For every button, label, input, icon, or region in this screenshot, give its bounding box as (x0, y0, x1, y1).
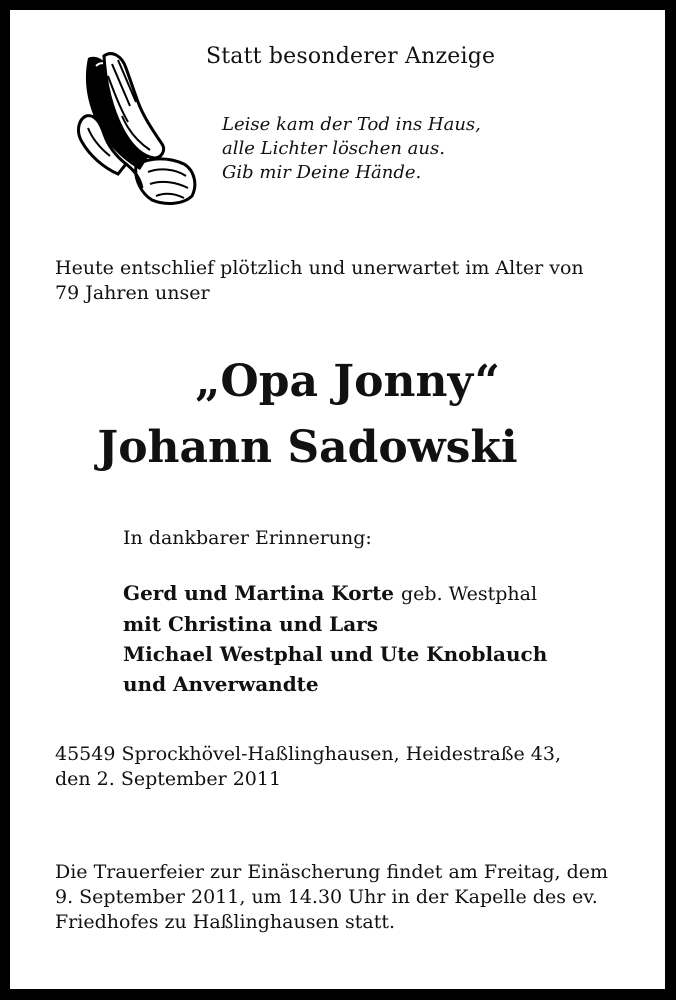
poem-line: alle Lichter löschen aus. (222, 138, 445, 159)
intro-line: Heute entschlief plötzlich und unerwartet im Alter von (55, 257, 584, 279)
header-text: Statt besonderer Anzeige (206, 44, 496, 69)
family-line: und Anverwandte (123, 672, 319, 696)
maiden-name: geb. Westphal (401, 583, 538, 605)
address-line: 45549 Sprockhövel-Haßlinghausen, Heidestraße 43, (55, 743, 562, 765)
ceremony-line: 9. September 2011, um 14.30 Uhr in der Kapelle des ev. (55, 886, 598, 908)
family-name: Gerd und Martina Korte (123, 581, 395, 605)
poem-line: Gib mir Deine Hände. (222, 162, 422, 183)
poem (222, 113, 481, 185)
address-block (55, 742, 561, 792)
family-line: mit Christina und Lars (123, 612, 378, 636)
poem-line: Leise kam der Tod ins Haus, (222, 114, 481, 135)
family-list (123, 578, 547, 699)
intro-text (55, 256, 645, 306)
ceremony-line: Die Trauerfeier zur Einäscherung findet am Freitag, dem (55, 861, 609, 883)
ceremony-line: Friedhofes zu Haßlinghausen statt. (55, 911, 396, 933)
family-line: Michael Westphal und Ute Knoblauch (123, 642, 548, 666)
deceased-name: Johann Sadowski (97, 422, 518, 473)
date-line: den 2. September 2011 (55, 768, 282, 790)
thanks-line: In dankbarer Erinnerung: (123, 527, 372, 549)
praying-hands-icon (66, 46, 202, 206)
deceased-nickname: „Opa Jonny“ (195, 356, 500, 407)
obituary-notice (10, 10, 665, 989)
ceremony-info (55, 860, 608, 935)
family-line (123, 578, 547, 609)
intro-line: 79 Jahren unser (55, 282, 210, 304)
